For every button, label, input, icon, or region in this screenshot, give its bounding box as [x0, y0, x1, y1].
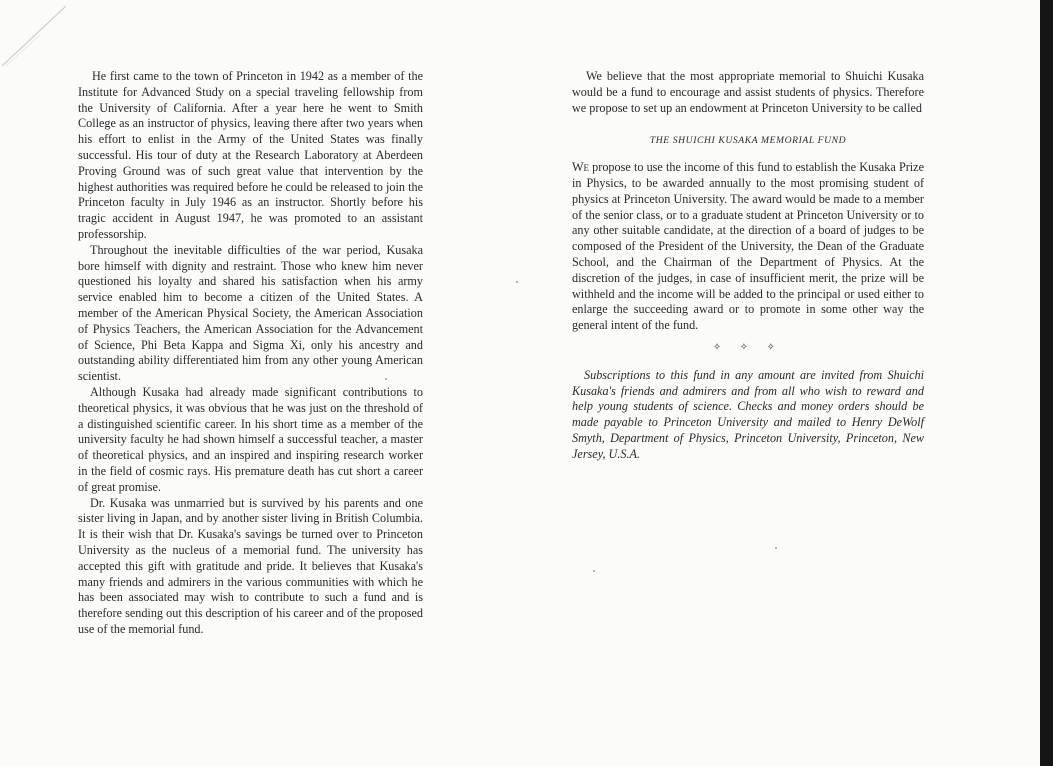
paper-speck: [593, 570, 595, 572]
scan-edge-shadow: [1040, 0, 1053, 766]
paper-speck: [385, 378, 387, 380]
fund-title: THE SHUICHI KUSAKA MEMORIAL FUND: [649, 135, 847, 147]
ornament-divider: ✧ ✧ ✧: [712, 341, 784, 353]
career-paragraph: He first came to the town of Princeton in 1942 as a member of the Institute for Advanced Study on a special traveling fellowship from the University of California. After a year here he went to Smith College as an instructor of physics, leaving there after two years when his effort to enlist in the Army of the United States was finally successful. His tour of duty at the Research Laboratory at Aberdeen Proving Ground was of such great value that intervention by the highest authorities was required before he could be released to join the Princeton faculty in July 1946 as an instructor. Shortly before his tragic accident in August 1947, he was promoted to an assistant professorship.: [78, 69, 423, 241]
fund-description-text: propose to use the income of this fund to establish the Kusaka Prize in Physics, to be awarded annually to the most promising student of physics at Princeton University. The award would be made to a member of the senior class, or to a graduate student at Princeton University or to any other suitable candidate, at the direction of a board of judges to be composed of the President of the University, the Dean of the Graduate School, and the Chairman of the Department of Physics. At the discretion of the judges, in case of insufficient merit, the prize will be withheld and the income will be added to the principal or used either to enlarge the succeeding award or to promote in some other way the general intent of the fund.: [572, 160, 924, 333]
paper-speck: [516, 281, 518, 283]
subscriptions-paragraph: Subscriptions to this fund in any amount are invited from Shuichi Kusaka's friends and admirers and from all who wish to reward and help young students of science. Checks and money orders should be made payable to Princeton University and mailed to Henry DeWolf Smyth, Department of Physics, Princeton University, Princeton, New Jersey, U.S.A.: [572, 367, 924, 461]
right-text-column: [572, 69, 924, 463]
family-paragraph: Dr. Kusaka was unmarried but is survived by his parents and one sister living in Japan, and by another sister living in British Columbia. It is their wish that Dr. Kusaka's savings be turned over to Princeton University as the nucleus of a memorial fund. The university has accepted this gift with gratitude and pride. It believes that Kusaka's many friends and admirers in the various communities with which he has been associated may wish to contribute to such a fund and is therefore sending out this description of his career and of the proposed use of the memorial fund.: [78, 495, 423, 636]
fund-lead-word: We: [572, 160, 590, 175]
paper-speck: [775, 547, 777, 549]
left-text-column: [78, 69, 423, 638]
war-period-paragraph: Throughout the inevitable difficulties of the war period, Kusaka bore himself with dignity and restraint. Those who knew him never questioned his loyalty and shared his satisfaction when his army service enabled him to become a citizen of the United States. A member of the American Physical Society, the American Association of Physics Teachers, the American Association for the Advancement of Science, Phi Beta Kappa and Sigma Xi, only his ancestry and outstanding ability differentiated him from any other young American scientist.: [78, 242, 423, 384]
folded-corner-crease: [0, 0, 70, 70]
contributions-paragraph: Although Kusaka had already made significant contributions to theoretical physics, it was obvious that he was just on the threshold of a distinguished scientific career. In his short time as a member of the university faculty he had shown himself a successful teacher, a master of theoretical physics, and an inspired and inspiring research worker in the field of cosmic rays. His premature death has cut short a career of great promise.: [78, 384, 423, 494]
memorial-intro-paragraph: We believe that the most appropriate memorial to Shuichi Kusaka would be a fund to encourage and assist students of physics. Therefore we propose to set up an endowment at Princeton University to be called: [572, 69, 924, 115]
fund-description-paragraph: [572, 160, 924, 334]
